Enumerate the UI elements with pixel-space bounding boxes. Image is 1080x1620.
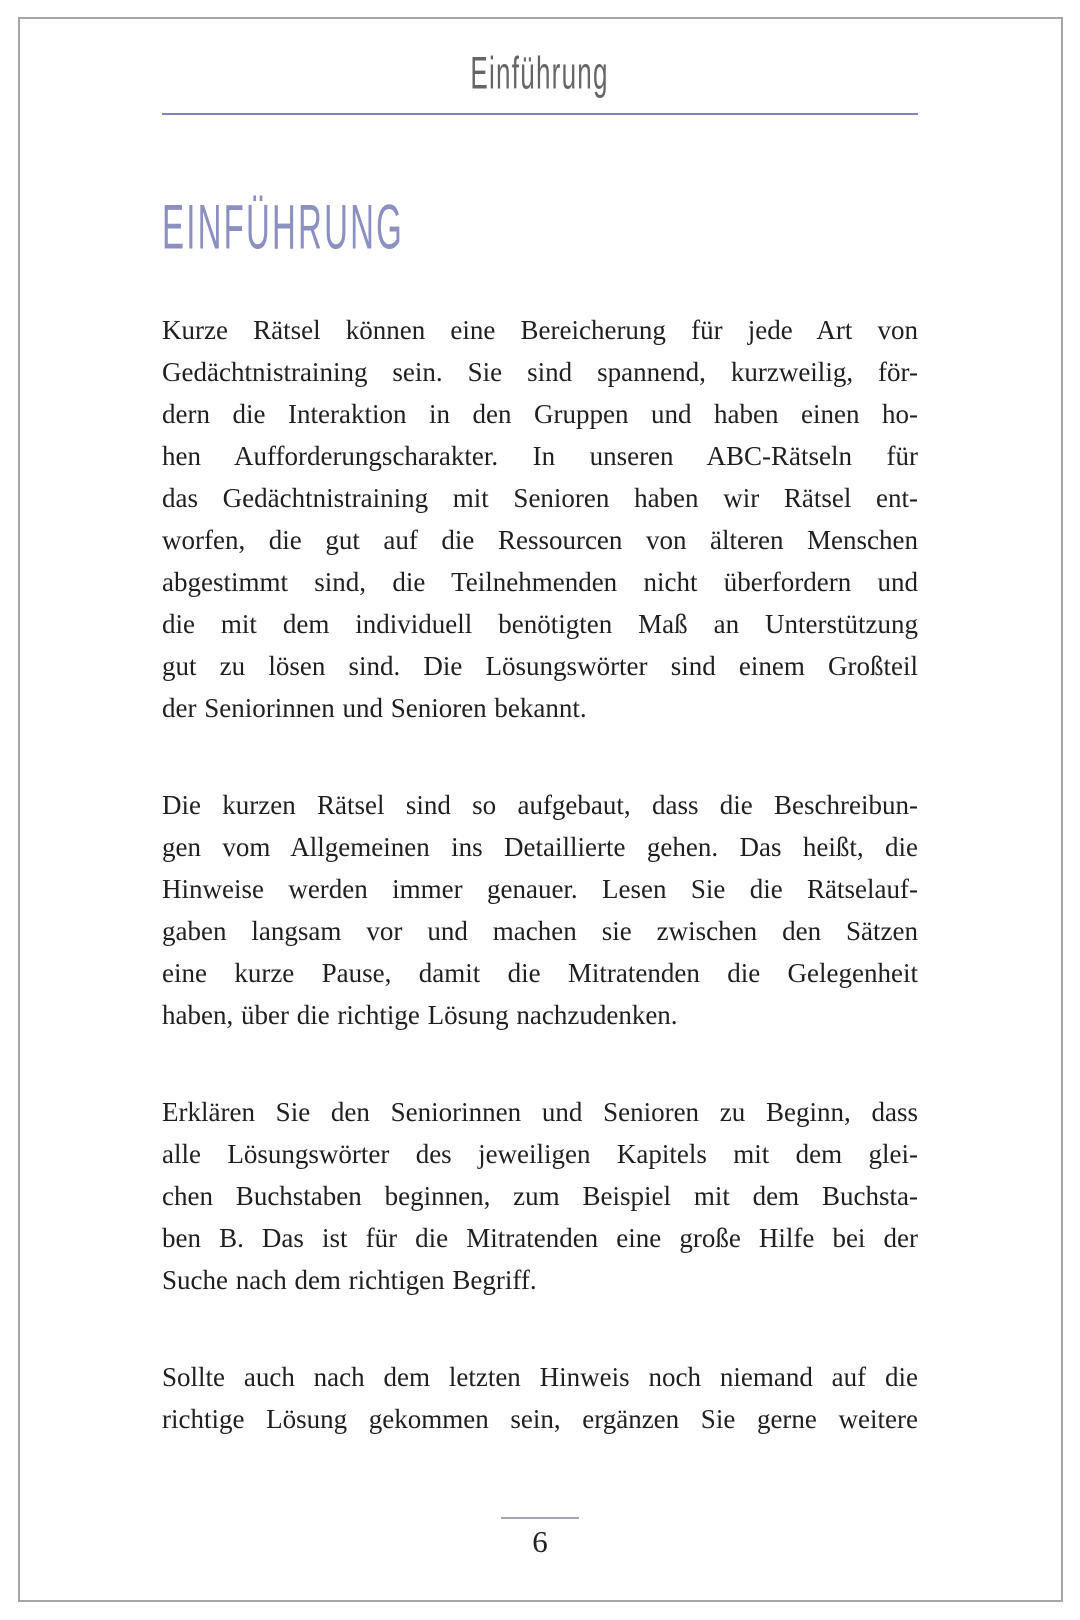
text-line: Die kurzen Rätsel sind so aufgebaut, dass die Beschreibun- bbox=[162, 790, 918, 820]
text-line: die mit dem individuell benötigten Maß an Unterstützung bbox=[162, 609, 918, 639]
running-header-text: Einführung bbox=[470, 47, 610, 99]
text-line: Suche nach dem richtigen Begriff. bbox=[162, 1265, 537, 1295]
page-content bbox=[162, 0, 918, 1559]
text-line: dern die Interaktion in den Gruppen und haben einen ho- bbox=[162, 399, 918, 429]
text-line: worfen, die gut auf die Ressourcen von älteren Menschen bbox=[162, 525, 918, 555]
text-line: Gedächtnistraining sein. Sie sind spannend, kurzweilig, för- bbox=[162, 357, 918, 387]
text-line: gut zu lösen sind. Die Lösungswörter sind einem Großteil bbox=[162, 651, 918, 681]
text-line: abgestimmt sind, die Teilnehmenden nicht überfordern und bbox=[162, 567, 918, 597]
paragraph-4 bbox=[162, 1356, 918, 1440]
paragraph-3 bbox=[162, 1091, 918, 1301]
text-line: Erklären Sie den Seniorinnen und Senioren zu Beginn, dass bbox=[162, 1097, 918, 1127]
text-line: hen Aufforderungscharakter. In unseren ABC-Rätseln für bbox=[162, 441, 918, 471]
chapter-title bbox=[162, 191, 918, 263]
text-line: alle Lösungswörter des jeweiligen Kapitels mit dem glei- bbox=[162, 1139, 918, 1169]
text-line: Kurze Rätsel können eine Bereicherung für jede Art von bbox=[162, 315, 918, 345]
text-line: haben, über die richtige Lösung nachzudenken. bbox=[162, 1000, 678, 1030]
footer-rule bbox=[501, 1517, 579, 1519]
header-rule bbox=[162, 113, 918, 115]
text-line: der Seniorinnen und Senioren bekannt. bbox=[162, 693, 587, 723]
page-number: 6 bbox=[532, 1524, 548, 1559]
text-line: gen vom Allgemeinen ins Detaillierte gehen. Das heißt, die bbox=[162, 832, 918, 862]
text-line: gaben langsam vor und machen sie zwischen den Sätzen bbox=[162, 916, 918, 946]
text-line: chen Buchstaben beginnen, zum Beispiel mit dem Buchsta- bbox=[162, 1181, 918, 1211]
text-line: das Gedächtnistraining mit Senioren haben wir Rätsel ent- bbox=[162, 483, 918, 513]
text-line: Hinweise werden immer genauer. Lesen Sie die Rätselauf- bbox=[162, 874, 918, 904]
chapter-title-text: EINFÜHRUNG bbox=[162, 191, 404, 263]
paragraph-2 bbox=[162, 784, 918, 1036]
paragraph-1 bbox=[162, 309, 918, 729]
running-header bbox=[162, 47, 918, 99]
text-line: eine kurze Pause, damit die Mitratenden die Gelegenheit bbox=[162, 958, 918, 988]
text-line: ben B. Das ist für die Mitratenden eine große Hilfe bei der bbox=[162, 1223, 918, 1253]
text-line: Sollte auch nach dem letzten Hinweis noch niemand auf die bbox=[162, 1362, 918, 1392]
text-line: richtige Lösung gekommen sein, ergänzen Sie gerne weitere bbox=[162, 1404, 918, 1434]
